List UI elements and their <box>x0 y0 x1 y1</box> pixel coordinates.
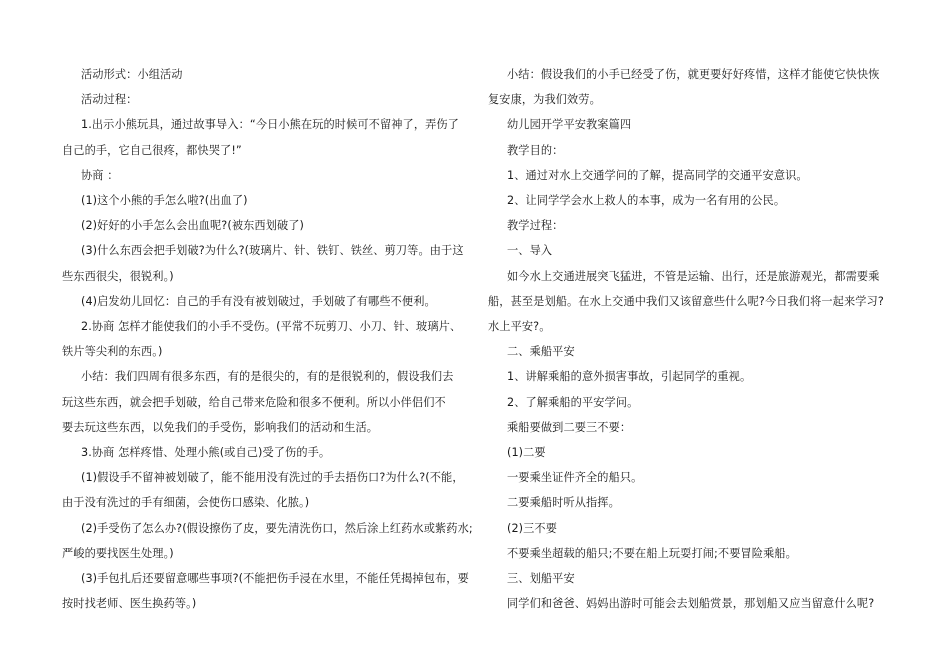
text-line: (1)二要 <box>507 446 546 460</box>
text-line: (2)好好的小手怎么会出血呢?(被东西划破了) <box>81 219 305 233</box>
text-line: 乘船要做到二要三不要： <box>507 420 632 434</box>
text-line: 一、导入 <box>507 244 553 258</box>
text-line: 教学过程： <box>507 219 564 233</box>
text-line: (2)手受伤了怎么办?(假设擦伤了皮，要先清洗伤口，然后涂上红药水或紫药水; <box>81 521 473 535</box>
text-line: 铁片等尖利的东西。) <box>62 345 163 359</box>
text-line: 教学目的： <box>507 143 564 157</box>
text-line: 严峻的要找医生处理。) <box>62 546 174 560</box>
text-line: 要去玩这些东西，以免我们的手受伤，影响我们的活动和生活。 <box>62 420 379 434</box>
text-line: (2)三不要 <box>507 521 558 535</box>
text-line: 小结：假设我们的小手已经受了伤，就更要好好疼惜，这样才能使它快快恢 <box>507 68 880 81</box>
text-line: (4)启发幼儿回忆：自己的手有没有被划破过，手划破了有哪些不便利。 <box>81 294 436 308</box>
text-line: 二、乘船平安 <box>507 345 575 359</box>
text-line: 2.协商 怎样才能使我们的小手不受伤。(平常不玩剪刀、小刀、针、玻璃片、 <box>81 320 462 334</box>
text-line: 自己的手，它自己很疼，都快哭了!” <box>62 143 242 157</box>
text-line: 如今水上交通进展突飞猛进，不管是运输、出行，还是旅游观光，都需要乘 <box>507 269 880 283</box>
text-line: 玩这些东西，就会把手划破，给自己带来危险和很多不便利。所以小伴侣们不 <box>62 395 446 409</box>
text-line: 同学们和爸爸、妈妈出游时可能会去划船赏景，那划船又应当留意什么呢? <box>507 597 875 611</box>
text-line: 水上平安?。 <box>488 320 551 334</box>
text-line: (1)这个小熊的手怎么啦?(出血了) <box>81 194 248 208</box>
text-line: 按时找老师、医生换药等。) <box>62 597 197 611</box>
text-line: 幼儿园开学平安教案篇四 <box>507 118 632 132</box>
text-line: 1.出示小熊玩具，通过故事导入：“今日小熊在玩的时候可不留神了，弄伤了 <box>81 118 459 132</box>
text-line: 1、讲解乘船的意外损害事故，引起同学的重视。 <box>507 370 752 384</box>
text-line: 活动形式：小组活动 <box>81 68 183 81</box>
text-line: (1)假设手不留神被划破了，能不能用没有洗过的手去捂伤口?为什么?(不能， <box>81 471 464 485</box>
text-line: 协商 ： <box>81 168 119 182</box>
text-line: 不要乘坐超载的船只;不要在船上玩耍打闹;不要冒险乘船。 <box>507 546 797 560</box>
text-line: (3)手包扎后还要留意哪些事项?(不能把伤手浸在水里，不能任凭揭掉包布，要 <box>81 572 469 586</box>
text-line: 1、通过对水上交通学问的了解，提高同学的交通平安意识。 <box>507 168 808 182</box>
text-line: 3.协商 怎样疼惜、处理小熊(或自己)受了伤的手。 <box>81 446 331 460</box>
text-line: 2、了解乘船的平安学问。 <box>507 395 639 409</box>
text-line: 些东西很尖，很锐利。) <box>62 269 174 283</box>
text-line: 复安康，为我们效劳。 <box>488 93 601 107</box>
text-line: 二要乘船时听从指挥。 <box>507 496 620 510</box>
text-line: 小结：我们四周有很多东西，有的是很尖的，有的是很锐利的，假设我们去 <box>81 370 454 384</box>
text-line: 三、划船平安 <box>507 572 575 586</box>
left-text-column <box>62 62 473 616</box>
text-line: 由于没有洗过的手有细菌，会使伤口感染、化脓。) <box>62 496 310 510</box>
text-line: (3)什么东西会把手划破?为什么?(玻璃片、针、铁钉、铁丝、剪刀等。由于这 <box>81 244 464 258</box>
text-line: 船，甚至是划船。在水上交通中我们又该留意些什么呢?今日我们将一起来学习? <box>488 294 884 308</box>
text-line: 一要乘坐证件齐全的船只。 <box>507 471 643 485</box>
text-line: 2、让同学学会水上救人的本事，成为一名有用的公民。 <box>507 194 786 208</box>
text-line: 活动过程： <box>81 93 138 107</box>
right-text-column <box>488 62 888 616</box>
